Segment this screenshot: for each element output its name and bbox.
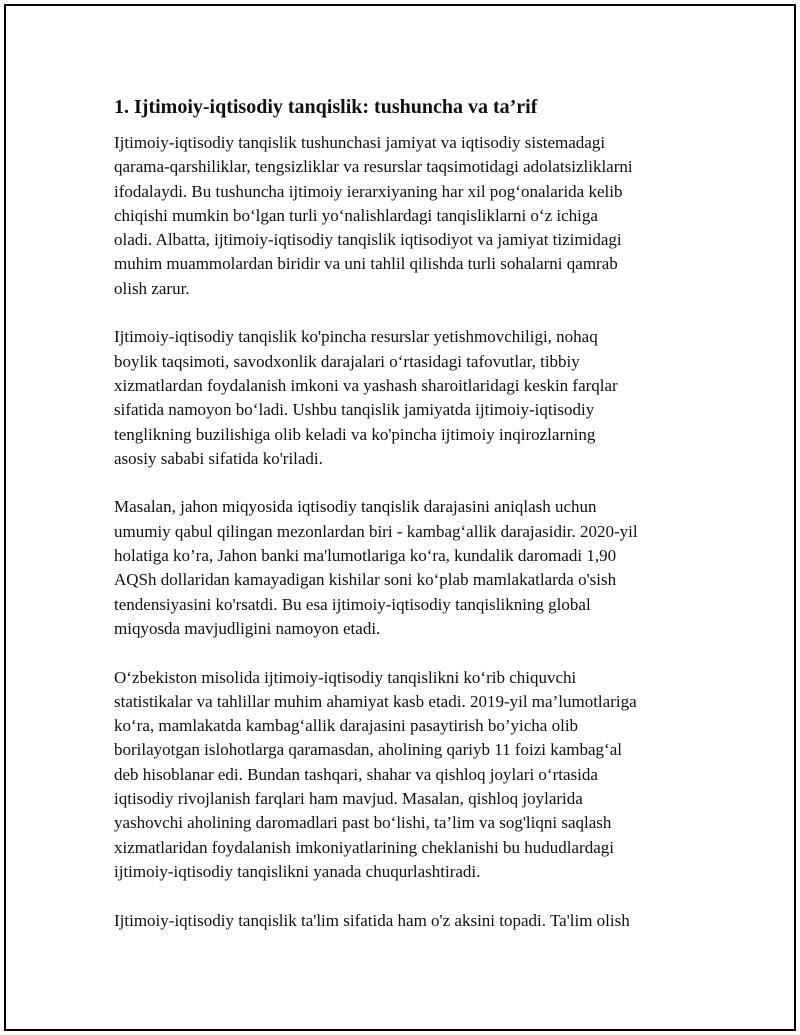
paragraph-line: deb hisoblanar edi. Bundan tashqari, shahar va qishloq joylari o‘rtasida <box>114 764 598 784</box>
document-body <box>114 95 704 957</box>
paragraph-line: Ijtimoiy-iqtisodiy tanqislik tushunchasi jamiyat va iqtisodiy sistemadagi <box>114 133 606 152</box>
paragraph-line: Masalan, jahon miqyosida iqtisodiy tanqislik darajasini aniqlash uchun <box>114 497 597 517</box>
paragraph-line: boylik taqsimoti, savodxonlik darajalari o‘rtasidagi tafovutlar, tibbiy <box>114 351 580 371</box>
paragraph-line: tendensiyasini ko'rsatdi. Bu esa ijtimoiy-iqtisodiy tanqislikning global <box>114 594 591 614</box>
paragraph-line: iqtisodiy rivojlanish farqlari ham mavjud. Masalan, qishloq joylarida <box>114 789 583 809</box>
paragraph-line: holatiga ko’ra, Jahon banki ma'lumotlariga ko‘ra, kundalik daromadi 1,90 <box>114 546 617 566</box>
paragraph-line: borilayotgan islohotlarga qaramasdan, aholining qariyb 11 foizi kambag‘al <box>114 740 622 760</box>
paragraph-line: AQSh dollaridan kamayadigan kishilar soni ko‘plab mamlakatlarda o'sish <box>114 570 617 590</box>
paragraph-line: olish zarur. <box>114 278 190 298</box>
paragraph-line: oladi. Albatta, ijtimoiy-iqtisodiy tanqislik iqtisodiyot va jamiyat tizimidagi <box>114 230 622 250</box>
paragraph-line: xizmatlardan foydalanish imkoni va yashash sharoitlaridagi keskin farqlar <box>114 375 618 395</box>
paragraph-3 <box>114 495 704 641</box>
paragraph-1 <box>114 131 704 301</box>
paragraph-line: yashovchi aholining daromadlari past bo‘lishi, ta’lim va sog'liqni saqlash <box>114 813 612 833</box>
paragraph-line: Ijtimoiy-iqtisodiy tanqislik ko'pincha resurslar yetishmovchiligi, nohaq <box>114 327 598 347</box>
paragraph-line: Ijtimoiy-iqtisodiy tanqislik ta'lim sifatida ham o'z aksini topadi. Ta'lim olish <box>114 910 630 930</box>
paragraph-line: ko‘ra, mamlakatda kambag‘allik darajasini pasaytirish bo’yicha olib <box>114 716 579 736</box>
paragraph-line: ifodalaydi. Bu tushuncha ijtimoiy ierarxiyaning har xil pog‘onalarida kelib <box>114 181 623 201</box>
paragraph-line: asosiy sababi sifatida ko'riladi. <box>114 448 323 468</box>
paragraph-line: umumiy qabul qilingan mezonlardan biri - kambag‘allik darajasidir. 2020-yil <box>114 521 638 541</box>
paragraph-4 <box>114 666 704 885</box>
paragraph-line: statistikalar va tahlillar muhim ahamiyat kasb etadi. 2019-yil ma’lumotlariga <box>114 691 637 711</box>
paragraphs-container <box>114 131 704 933</box>
paragraph-line: xizmatlaridan foydalanish imkoniyatlarining cheklanishi bu hududlardagi <box>114 837 614 857</box>
paragraph-line: tenglikning buzilishiga olib keladi va ko'pincha ijtimoiy inqirozlarning <box>114 424 596 444</box>
paragraph-line: chiqishi mumkin bo‘lgan turli yo‘nalishlardagi tanqisliklarni o‘z ichiga <box>114 205 598 225</box>
paragraph-line: sifatida namoyon bo‘ladi. Ushbu tanqislik jamiyatda ijtimoiy-iqtisodiy <box>114 400 595 420</box>
paragraph-line: miqyosda mavjudligini namoyon etadi. <box>114 618 381 638</box>
section-heading: 1. Ijtimoiy-iqtisodiy tanqislik: tushuncha va ta’rif <box>114 96 538 118</box>
paragraph-line: ijtimoiy-iqtisodiy tanqislikni yanada chuqurlashtiradi. <box>114 861 481 881</box>
paragraph-2 <box>114 325 704 471</box>
paragraph-line: qarama-qarshiliklar, tengsizliklar va resurslar taqsimotidagi adolatsizliklarni <box>114 157 633 177</box>
paragraph-5 <box>114 909 704 933</box>
paragraph-line: O‘zbekiston misolida ijtimoiy-iqtisodiy tanqislikni ko‘rib chiquvchi <box>114 667 577 687</box>
paragraph-line: muhim muammolardan biridir va uni tahlil qilishda turli sohalarni qamrab <box>114 254 618 274</box>
